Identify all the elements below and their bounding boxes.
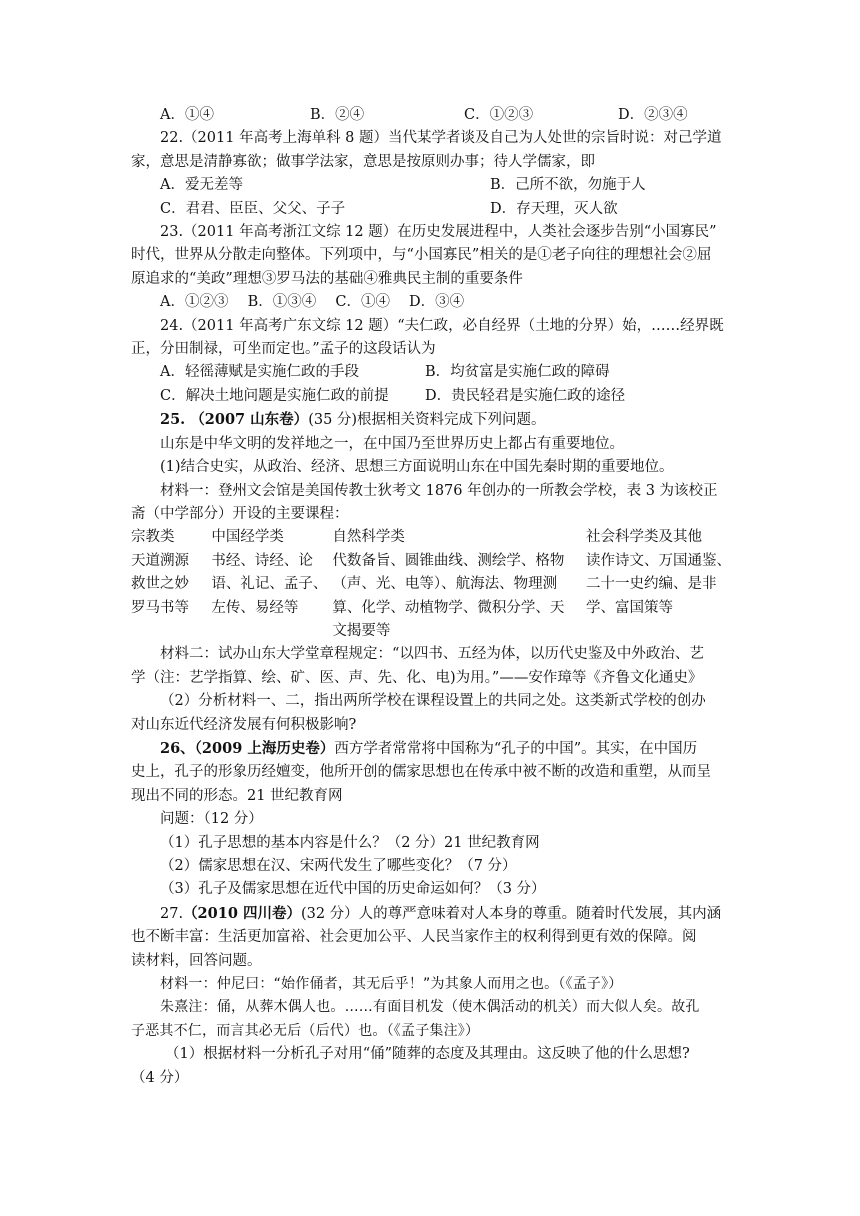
q24-stem-line-2: 正，分田制禄，可坐而定也。”孟子的这段话认为 [131,341,436,358]
q25-material1-line-1: 材料一：登州文会馆是美国传教士狄考文 1876 年创办的一所教会学校，表 3 为该校正 [160,482,718,499]
q24-option-d: D．贵民轻君是实施仁政的途径 [425,387,626,404]
classics-cell [211,550,332,644]
q21-option-d: D．②③④ [618,107,688,123]
course-table [131,526,731,643]
q25-sub2-line-2: 对山东近代经济发展有何积极影响? [131,716,357,733]
q27-source: （2010 四川卷） [183,904,301,922]
q22-stem-line-2: 家，意思是清静寡欲；做事学法家，意思是按原则办事；待人学儒家，即 [131,153,595,170]
q27-sub1-line-1: （1）根据材料一分析孔子对用“俑”随葬的态度及其理由。这反映了他的什么思想? [165,1046,690,1063]
q25-material2-line-1: 材料二：试办山东大学堂章程规定：“以四书、五经为体，以历代史鉴及中外政治、艺 [160,646,704,663]
q26-ask: 问题：（12 分） [160,811,263,828]
q26-stem-line-3: 现出不同的形态。21 世纪教育网 [131,787,343,804]
q25-sub1: (1)结合史实，从政治、经济、思想三方面说明山东在中国先秦时期的重要地位。 [160,459,674,476]
q21-option-b: B．②④ [310,107,365,123]
classics-line: 左传、易经等 [211,599,299,616]
q27-material1: 材料一：仲尼曰：“始作俑者，其无后乎！”为其象人而用之也。（《孟子》） [160,976,623,993]
header-religion: 宗教类 [131,529,175,546]
natural-science-cell [332,550,586,644]
q26-heading [131,737,731,761]
q23-stem-line-3: 原追求的“美政”理想③罗马法的基础④雅典民主制的重要条件 [131,270,523,287]
q21-option-a: A．①④ [160,107,214,123]
classics-line: 语、礼记、孟子、 [211,576,328,593]
q27-zhu-line-1: 朱熹注：俑，从葬木偶人也。……有面目机发（使木偶活动的机关）而大似人矣。故孔 [160,999,700,1016]
q25-heading [131,408,731,432]
q27-heading-text: (32 分）人的尊严意味着对人本身的尊重。随着时代发展，其内涵 [300,905,722,922]
classics-line: 书经、诗经、论 [211,552,313,569]
course-table-body [131,550,731,644]
q26-heading-text: 西方学者常常将中国称为“孔子的中国”。其实，在中国历 [334,740,698,757]
q27-sub1-line-2: （4 分） [131,1069,189,1086]
religion-line: 救世之妙 [131,576,189,593]
natural-science-line: （声、光、电等）、航海法、物理测 [332,576,558,593]
q25-heading-text: (35 分)根据相关资料完成下列问题。 [308,412,546,429]
q22-option-b: B．己所不欲，勿施于人 [490,177,646,194]
document-content [131,104,731,1090]
q22-options-row-1 [131,174,731,197]
header-social-science: 社会科学类及其他 [585,529,702,546]
header-natural-science: 自然科学类 [332,529,405,546]
q25-material1-line-2: 斋（中学部分）开设的主要课程： [131,505,349,522]
q25-source: 25. （2007 山东卷） [160,411,309,429]
q22-options-row-2 [131,198,731,221]
q24-options-row-2 [131,385,731,408]
social-science-line: 学、富国策等 [585,599,673,616]
q25-intro: 山东是中华文明的发祥地之一，在中国乃至世界历史上都占有重要地位。 [160,435,624,452]
q27-number: 27. [160,905,184,922]
q21-option-c: C．①②③ [464,107,534,123]
q25-sub2-line-1: （2）分析材料一、二，指出两所学校在课程设置上的共同之处。这类新式学校的创办 [160,693,706,710]
q23-stem-line-1: 23.（2011 年高考浙江文综 12 题）在历史发展进程中，人类社会逐步告别“小国寡民” [160,224,717,241]
q27-stem-line-3: 读材料，回答问题。 [131,952,262,969]
q24-option-a: A．轻徭薄赋是实施仁政的手段 [160,364,359,381]
q24-option-b: B．均贫富是实施仁政的障碍 [425,364,610,381]
natural-science-line: 文揭要等 [332,622,391,639]
q24-stem-line-1: 24.（2011 年高考广东文综 12 题）“夫仁政，必自经界（土地的分界）始，……经界既 [160,317,724,334]
q26-sub1: （1）孔子思想的基本内容是什么？（2 分）21 世纪教育网 [160,834,540,851]
social-science-line: 二十一史约编、是非 [585,576,717,593]
q22-option-d: D．存天理，灭人欲 [490,200,618,217]
religion-line: 罗马书等 [131,599,189,616]
religion-cell [131,550,211,644]
q27-zhu-line-2: 子恶其不仁，而言其必无后（后代）也。（《孟子集注》） [131,1022,480,1039]
q23-options: A．①②③ B．①③④ C．①④ D．③④ [160,294,465,311]
natural-science-line: 代数备旨、圆锥曲线、测绘学、格物 [332,552,565,569]
header-classics: 中国经学类 [211,529,284,546]
q25-material2-line-2: 学（注：艺学指算、绘、矿、医、声、先、化、电)为用。”——安作璋等《齐鲁文化通史》 [131,669,703,686]
natural-science-line: 算、化学、动植物学、微积分学、天 [332,599,565,616]
q26-sub3: （3）孔子及儒家思想在近代中国的历史命运如何？（3 分） [160,881,546,898]
q27-heading [131,902,731,926]
social-science-cell [586,550,731,644]
q22-stem-line-1: 22.（2011 年高考上海单科 8 题）当代某学者谈及自己为人处世的宗旨时说：对己学道 [160,130,722,147]
q26-source: 26、（2009 上海历史卷） [160,739,335,757]
q26-stem-line-2: 史上，孔子的形象历经嬗变，他所开创的儒家思想也在传承中被不断的改造和重塑，从而呈 [131,764,711,781]
q23-stem-line-2: 时代，世界从分散走向整体。下列项中，与“小国寡民”相关的是①老子向往的理想社会②屈 [131,247,712,264]
q26-sub2: （2）儒家思想在汉、宋两代发生了哪些变化？（7 分） [160,858,517,874]
q27-stem-line-2: 也不断丰富：生活更加富裕、社会更加公平、人民当家作主的权利得到更有效的保障。阅 [131,929,697,946]
q24-options-row-1 [131,361,731,384]
q22-option-c: C．君君、臣臣、父父、子子 [160,200,346,217]
social-science-line: 读作诗文、万国通鉴、 [585,552,731,569]
q24-option-c: C．解决土地问题是实施仁政的前提 [160,387,389,404]
course-table-header [131,526,731,549]
q21-options [131,104,731,127]
religion-line: 天道溯源 [131,552,189,569]
q22-option-a: A．爱无差等 [160,177,243,194]
